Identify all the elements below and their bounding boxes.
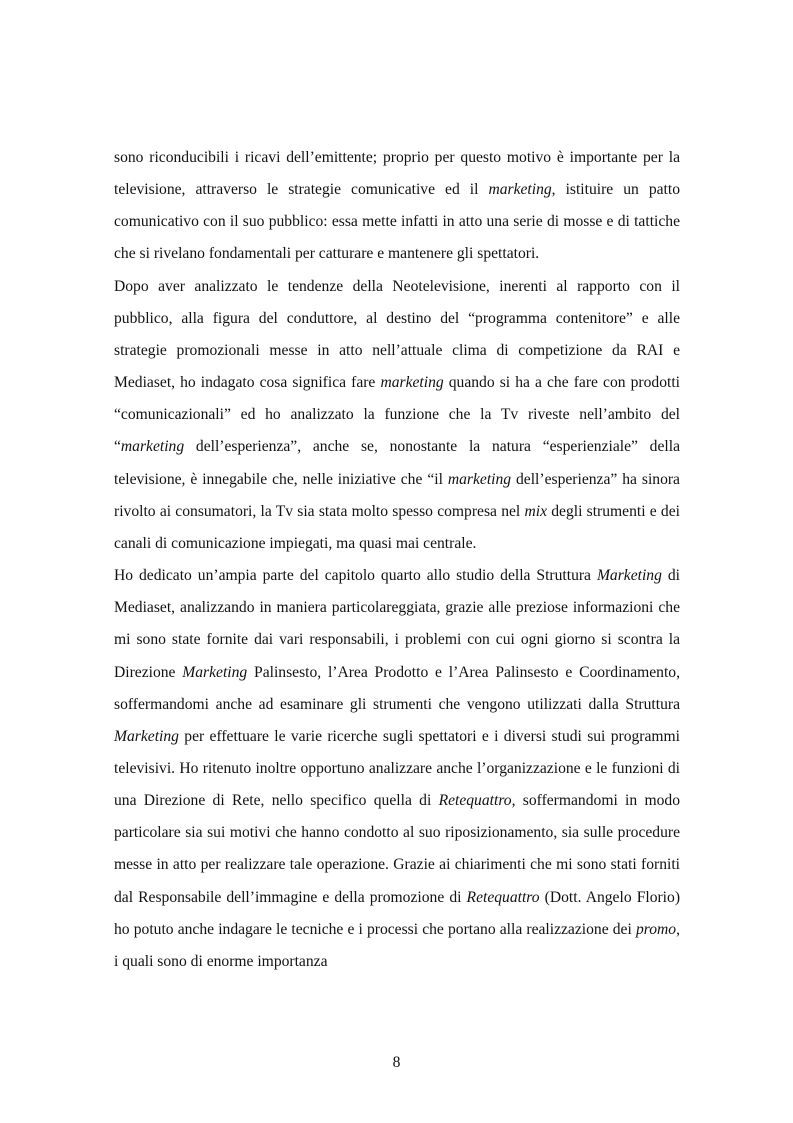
- text-segment: dell’esperienza” ha sinora rivolto ai consumatori, la Tv sia stata molto spesso compresa nel: [114, 470, 680, 520]
- text-segment: Dopo aver analizzato le tendenze della Neotelevisione, inerenti al rapporto con il pubblico, alla figura del conduttore, al destino del “programma contenitore” e alle strategie promozionali messe in atto nell’attuale clima di competizione da RAI e Mediaset, ho indagato cosa significa fare: [114, 277, 680, 392]
- italic-segment: marketing: [120, 438, 185, 456]
- italic-segment: Marketing: [596, 567, 662, 585]
- italic-segment: Marketing: [114, 727, 179, 745]
- text-segment: quando si ha a che fare con prodotti “comunicazionali” ed ho analizzato la funzione che la Tv riveste nell’ambito del “: [114, 374, 680, 456]
- text-segment: Palinsesto, l’Area Prodotto e l’Area Palinsesto e Coordinamento, soffermandomi anche ad esaminare gli strumenti che vengono utilizzati dalla Struttura: [114, 663, 681, 713]
- italic-segment: Marketing: [182, 663, 248, 681]
- page-body: [114, 142, 680, 978]
- text-segment: di Mediaset, analizzando in maniera particolareggiata, grazie alle preziose informazioni che mi sono state fornite dai vari responsabili, i problemi con cui ogni giorno si scontra la Direzione: [114, 567, 680, 681]
- text-segment: Ho dedicato un’ampia parte del capitolo quarto allo studio della Struttura: [114, 567, 597, 585]
- page-number: 8: [392, 1054, 401, 1071]
- italic-segment: Retequattro: [466, 888, 540, 906]
- text-segment: (Dott. Angelo Florio) ho potuto anche indagare le tecniche e i processi che portano alla realizzazione dei: [114, 888, 681, 938]
- text-segment: degli strumenti e dei canali di comunicazione impiegati, ma quasi mai centrale.: [114, 502, 680, 552]
- paragraph-1: [114, 142, 680, 271]
- italic-segment: marketing: [380, 374, 444, 392]
- italic-segment: marketing: [447, 470, 512, 488]
- text-segment: sono riconducibili i ricavi dell’emittente; proprio per questo motivo è importante per la televisione, attraverso le strategie comunicative ed il: [114, 149, 680, 199]
- text-segment: , i quali sono di enorme importanza: [114, 920, 680, 970]
- italic-segment: marketing: [488, 181, 552, 199]
- text-segment: per effettuare le varie ricerche sugli spettatori e i diversi studi sui programmi televisivi. Ho ritenuto inoltre opportuno analizzare anche l’organizzazione e le funzioni di una Direzione di Rete, nello specifico quella di: [114, 727, 680, 810]
- italic-segment: Retequattro: [438, 792, 512, 810]
- paragraph-3: [114, 560, 680, 978]
- italic-segment: mix: [524, 502, 547, 520]
- text-segment: , istituire un patto comunicativo con il suo pubblico: essa mette infatti in atto una serie di mosse e di tattiche che si rivelano fondamentali per catturare e mantenere gli spettatori.: [114, 181, 681, 263]
- italic-segment: promo: [635, 920, 677, 938]
- text-segment: dell’esperienza”, anche se, nonostante la natura “esperienziale” della televisione, è innegabile che, nelle iniziative che “il: [114, 438, 680, 488]
- paragraph-2: [114, 271, 680, 560]
- text-segment: , soffermandomi in modo particolare sia sui motivi che hanno condotto al suo riposizionamento, sia sulle procedure messe in atto per realizzare tale operazione. Grazie ai chiarimenti che mi sono stati forniti dal Responsabile dell’immagine e della promozione di: [114, 792, 680, 906]
